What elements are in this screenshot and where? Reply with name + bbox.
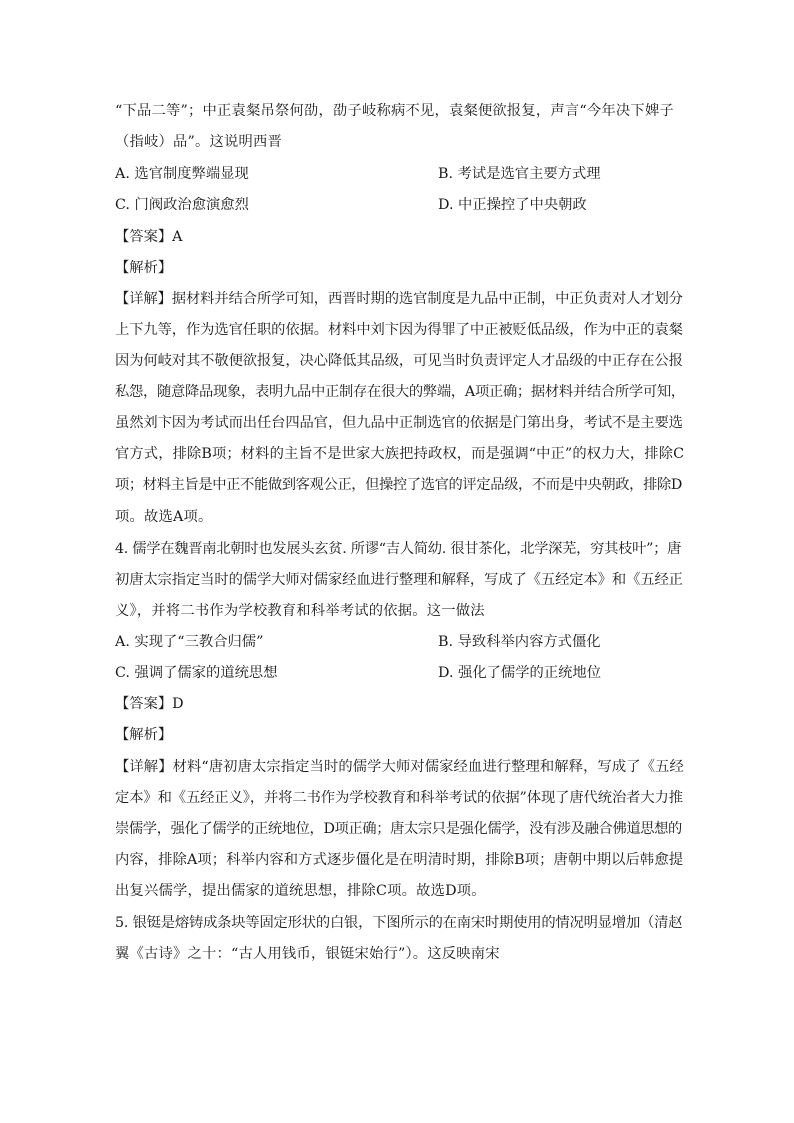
q5-stem-line-2: 翼《古诗》之十：“古人用钱币，银铤宋始行”）。这反映南宋 [115,946,500,962]
q4-stem-line-1: 4. 儒学在魏晋南北朝时也发展头玄贫. 所谬“吉人简幼. 很甘茶化，北学深芜，穷其枝叶”；唐 [115,541,682,557]
q3-option-b: B. 考试是选官主要方式理 [438,166,601,182]
q3-detail-line-5: 虽然刘卞因为考试而出任台四品官，但九品中正制选官的依据是门第出身，考试不是主要选 [115,415,683,431]
q3-detail-line-6: 官方式，排除B项；材料的主旨不是世家大族把持政权，而是强调“中正”的权力大，排除C [115,446,685,462]
q4-option-c: C. 强调了儒家的道统思想 [115,665,278,681]
q4-analysis-label: 【解析】 [115,727,173,743]
q3-detail-line-1: 【详解】据材料并结合所学可知，西晋时期的选官制度是九品中正制，中正负责对人才划分 [115,291,683,307]
q3-detail-line-8: 项。故选A项。 [115,509,213,525]
q5-stem-line-1: 5. 银铤是熔铸成条块等固定形状的白银，下图所示的在南宋时期使用的情况明显增加（清赵 [115,915,683,931]
q3-detail-line-3: 因为何岐对其不敬便欲报复，决心降低其品级，可见当时负责评定人才品级的中正存在公报 [115,353,683,369]
q4-stem-line-2: 初唐太宗指定当时的儒学大师对儒家经血进行整理和解释，写成了《五经定本》和《五经正 [115,572,683,588]
q4-option-a: A. 实现了“三教合归儒” [115,634,264,650]
q4-detail-line-1: 【详解】材料“唐初唐太宗指定当时的儒学大师对儒家经血进行整理和解释，写成了《五经 [115,759,684,775]
q3-detail-line-4: 私怨，随意降品现象，表明九品中正制存在很大的弊端，A项正确；据材料并结合所学可知， [115,384,685,400]
q3-option-c: C. 门阀政治愈演愈烈 [115,197,249,213]
q4-stem-line-3: 义》，并将二书作为学校教育和科举考试的依据。这一做法 [115,603,485,619]
q4-detail-line-2: 定本》和《五经正义》，并将二书作为学校教育和科举考试的依据”体现了唐代统治者大力推 [115,790,683,806]
q4-detail-line-5: 出复兴儒学，提出儒家的道统思想，排除C项。故选D项。 [115,883,486,899]
q4-option-b: B. 导致科举内容方式僵化 [438,634,601,650]
q3-analysis-label: 【解析】 [115,260,173,276]
q3-detail-line-2: 上下九等，作为选官任职的依据。材料中刘卞因为得罪了中正被贬低品级，作为中正的袁粲 [115,322,683,338]
q4-detail-line-4: 内容，排除A项；科举内容和方式逐步僵化是在明清时期，排除B项；唐朝中期以后韩愈提 [115,852,684,868]
q3-option-a: A. 选官制度弊端显现 [115,166,249,182]
q3-detail-line-7: 项；材料主旨是中正不能做到客观公正，但操控了选官的评定品级，不而是中央朝政，排除D [115,477,682,493]
q3-stem-line-1: “下品二等”；中正袁粲吊祭何劭，劭子岐称病不见，袁粲便欲报复，声言“今年决下婢子 [115,103,674,119]
q4-answer: 【答案】D [115,696,184,712]
q3-answer: 【答案】A [115,229,183,245]
q4-detail-line-3: 崇儒学，强化了儒学的正统地位，D项正确；唐太宗只是强化儒学，没有涉及融合佛道思想的 [115,821,682,837]
q3-option-d: D. 中正操控了中央朝政 [438,197,587,213]
q4-option-d: D. 强化了儒学的正统地位 [438,665,602,681]
q3-stem-line-2: （指岐）品”。这说明西晋 [115,134,282,150]
